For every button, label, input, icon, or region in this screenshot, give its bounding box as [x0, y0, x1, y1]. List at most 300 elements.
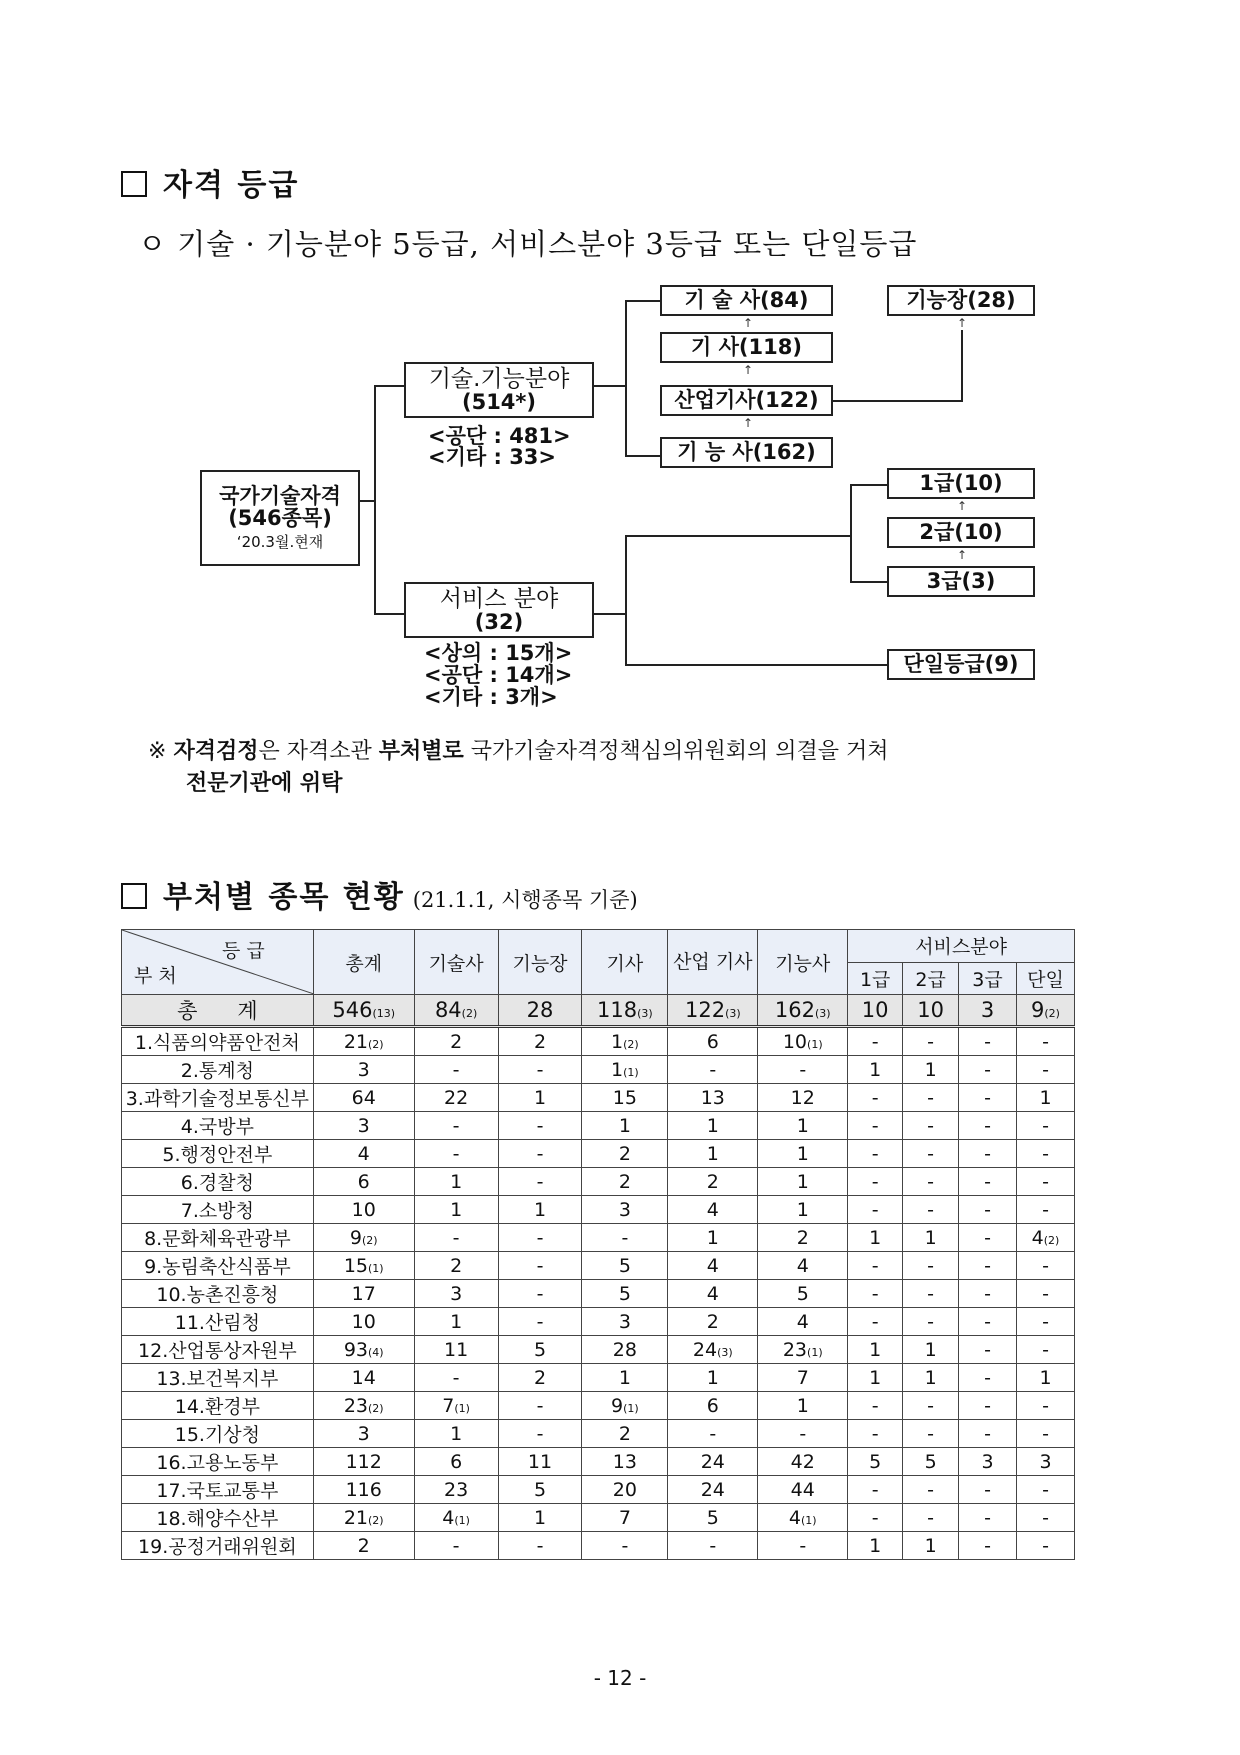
- table-cell: [414, 1476, 498, 1504]
- table-cell: [848, 1392, 903, 1420]
- table-cell: [668, 1364, 758, 1392]
- table-row: [122, 1252, 1075, 1280]
- table-cell: [668, 1420, 758, 1448]
- department-name: 13.보건복지부: [122, 1364, 314, 1392]
- table-cell: [582, 1504, 668, 1532]
- cell-value: 5: [796, 1282, 809, 1305]
- total-cell: [414, 995, 498, 1027]
- table-cell: [582, 1027, 668, 1056]
- table-cell: [1016, 1140, 1074, 1168]
- table-cell: [414, 1392, 498, 1420]
- table-cell: [668, 1504, 758, 1532]
- header-engineer: 기사: [582, 930, 668, 995]
- section-heading-departments: [121, 872, 638, 916]
- table-cell: [1016, 1336, 1074, 1364]
- cell-value: 10: [861, 998, 889, 1022]
- cell-value: 3: [981, 1450, 994, 1473]
- table-cell: [758, 1140, 848, 1168]
- cell-value: 2: [357, 1534, 370, 1557]
- cell-note: (1): [800, 1513, 817, 1527]
- cell-note: (1): [623, 1401, 639, 1415]
- table-cell: [1016, 1532, 1074, 1560]
- cell-value: 9: [611, 1394, 624, 1417]
- root-label: 국가기술자격: [219, 484, 341, 509]
- table-cell: [959, 1168, 1017, 1196]
- cell-value: -: [536, 1142, 544, 1165]
- table-cell: [582, 1392, 668, 1420]
- cell-value: -: [1042, 1142, 1049, 1165]
- department-name: 7.소방청: [122, 1196, 314, 1224]
- cell-value: 14: [351, 1366, 376, 1389]
- total-row: [122, 995, 1075, 1027]
- cell-value: 3: [357, 1422, 370, 1445]
- table-cell: [498, 1532, 582, 1560]
- cell-value: -: [927, 1114, 935, 1137]
- cell-value: -: [799, 1422, 807, 1445]
- tech-label: 기술.기능분야: [428, 365, 570, 392]
- cell-value: 1: [869, 1226, 882, 1249]
- table-cell: [1016, 1056, 1074, 1084]
- table-row: [122, 1364, 1075, 1392]
- cell-value: -: [871, 1394, 879, 1417]
- header-service-single: 단일: [1016, 962, 1074, 995]
- table-cell: [758, 1504, 848, 1532]
- cell-value: -: [871, 1422, 879, 1445]
- cell-note: (2): [623, 1037, 639, 1051]
- table-cell: [313, 1364, 414, 1392]
- cell-value: 3: [357, 1058, 370, 1081]
- header-total: 총계: [313, 930, 414, 995]
- cell-note: (2): [461, 1007, 478, 1020]
- department-table: [121, 929, 1075, 1560]
- table-cell: [848, 1027, 903, 1056]
- table-row: [122, 1532, 1075, 1560]
- table-cell: [848, 1140, 903, 1168]
- cell-value: -: [536, 1226, 544, 1249]
- table-cell: [668, 1280, 758, 1308]
- cell-value: 1: [611, 1030, 624, 1053]
- cell-note: (1): [807, 1345, 823, 1359]
- cell-value: -: [927, 1422, 935, 1445]
- table-cell: [414, 1140, 498, 1168]
- cell-value: 4: [788, 1506, 801, 1529]
- table-cell: [313, 1140, 414, 1168]
- cell-value: -: [1042, 1114, 1049, 1137]
- table-cell: [582, 1252, 668, 1280]
- cell-note: (2): [368, 1037, 384, 1051]
- cell-value: 1: [618, 1114, 631, 1137]
- cell-value: -: [984, 1030, 991, 1053]
- cell-value: -: [536, 1254, 544, 1277]
- cell-value: -: [984, 1282, 991, 1305]
- cell-value: 7: [796, 1366, 809, 1389]
- table-cell: [1016, 1027, 1074, 1056]
- cell-value: 2: [450, 1254, 463, 1277]
- cell-value: 2: [533, 1366, 547, 1389]
- department-name: 6.경찰청: [122, 1168, 314, 1196]
- cell-value: -: [452, 1226, 460, 1249]
- note-text-1: 은 자격소관: [258, 739, 372, 764]
- cell-value: 3: [618, 1310, 631, 1333]
- table-cell: [959, 1336, 1017, 1364]
- delegation-note: [148, 736, 1048, 800]
- table-cell: [498, 1252, 582, 1280]
- table-cell: [848, 1504, 903, 1532]
- cell-value: -: [871, 1310, 879, 1333]
- cell-value: -: [1042, 1394, 1049, 1417]
- cell-value: 15: [612, 1086, 637, 1109]
- table-cell: [582, 1196, 668, 1224]
- table-cell: [668, 1027, 758, 1056]
- cell-value: -: [1042, 1506, 1049, 1529]
- cell-value: 1: [706, 1142, 719, 1165]
- cell-value: 2: [533, 1030, 547, 1053]
- table-cell: [903, 1027, 959, 1056]
- cell-value: 15: [343, 1254, 368, 1277]
- cell-value: 3: [450, 1282, 463, 1305]
- table-cell: [758, 1420, 848, 1448]
- grade-summary-bullet: ㅇ 기술 · 기능분야 5등급, 서비스분야 3등급 또는 단일등급: [138, 227, 918, 261]
- cell-value: -: [984, 1086, 991, 1109]
- table-cell: [668, 1084, 758, 1112]
- table-cell: [848, 1476, 903, 1504]
- cell-note: (2): [368, 1513, 384, 1527]
- table-cell: [848, 1280, 903, 1308]
- cell-value: 1: [796, 1198, 809, 1221]
- cell-value: 1: [869, 1338, 882, 1361]
- cell-value: -: [927, 1170, 935, 1193]
- table-cell: [848, 1196, 903, 1224]
- table-cell: [313, 1168, 414, 1196]
- table-cell: [1016, 1280, 1074, 1308]
- cell-value: 546: [332, 998, 373, 1022]
- cell-note: (3): [717, 1345, 733, 1359]
- cell-value: 1: [618, 1366, 631, 1389]
- cell-value: 4: [706, 1282, 719, 1305]
- table-cell: [414, 1364, 498, 1392]
- table-cell: [959, 1224, 1017, 1252]
- arrow-up-icon: ↑: [957, 499, 968, 513]
- cell-value: 1: [869, 1058, 882, 1081]
- table-cell: [582, 1084, 668, 1112]
- table-cell: [959, 1504, 1017, 1532]
- table-cell: [959, 1476, 1017, 1504]
- cell-value: 23: [444, 1478, 469, 1501]
- table-cell: [313, 1392, 414, 1420]
- cell-value: -: [621, 1534, 629, 1557]
- cell-value: -: [1042, 1058, 1049, 1081]
- department-name: 17.국토교통부: [122, 1476, 314, 1504]
- cell-value: -: [927, 1478, 935, 1501]
- table-cell: [313, 1448, 414, 1476]
- cell-note: (2): [361, 1233, 378, 1247]
- cell-value: -: [984, 1394, 991, 1417]
- table-cell: [959, 1140, 1017, 1168]
- section-title: 자격 등급: [163, 168, 300, 203]
- table-cell: [903, 1364, 959, 1392]
- department-name: 9.농림축산식품부: [122, 1252, 314, 1280]
- table-cell: [498, 1392, 582, 1420]
- table-row: [122, 1392, 1075, 1420]
- table-cell: [313, 1196, 414, 1224]
- table-cell: [1016, 1112, 1074, 1140]
- department-name: 16.고용노동부: [122, 1448, 314, 1476]
- cell-value: 4: [442, 1506, 455, 1529]
- table-cell: [758, 1280, 848, 1308]
- cell-value: 93: [343, 1338, 368, 1361]
- cell-value: -: [927, 1310, 935, 1333]
- service-note-2: <공단 : 14개>: [424, 663, 573, 687]
- table-cell: [582, 1140, 668, 1168]
- table-cell: [758, 1448, 848, 1476]
- grade-single: 단일등급(9): [887, 649, 1035, 680]
- table-cell: [903, 1112, 959, 1140]
- table-cell: [903, 1140, 959, 1168]
- cell-value: 4: [796, 1254, 809, 1277]
- table-cell: [1016, 1308, 1074, 1336]
- cell-value: 1: [450, 1422, 463, 1445]
- cell-value: -: [927, 1198, 935, 1221]
- cell-value: -: [1042, 1310, 1049, 1333]
- cell-value: -: [871, 1030, 879, 1053]
- cell-value: -: [452, 1366, 460, 1389]
- department-name: 3.과학기술정보통신부: [122, 1084, 314, 1112]
- cell-value: -: [871, 1506, 879, 1529]
- cell-value: 2: [618, 1422, 631, 1445]
- table-cell: [1016, 1196, 1074, 1224]
- grade-engineer-master: 기 술 사(84): [660, 285, 833, 316]
- table-cell: [414, 1252, 498, 1280]
- table-cell: [848, 1224, 903, 1252]
- cell-value: 17: [351, 1282, 376, 1305]
- table-cell: [848, 1364, 903, 1392]
- department-name: 1.식품의약품안전처: [122, 1027, 314, 1056]
- cell-value: 5: [533, 1478, 547, 1501]
- header-master-craftsman: 기능장: [498, 930, 582, 995]
- table-cell: [848, 1112, 903, 1140]
- total-cell: [668, 995, 758, 1027]
- table-row: [122, 1476, 1075, 1504]
- cell-value: 12: [790, 1086, 815, 1109]
- cell-value: 9: [349, 1226, 362, 1249]
- note-bold-1: 자격검정: [173, 739, 259, 764]
- cell-value: -: [536, 1282, 544, 1305]
- cell-value: -: [927, 1394, 935, 1417]
- table-cell: [959, 1112, 1017, 1140]
- cell-value: 2: [618, 1142, 631, 1165]
- table-cell: [903, 1280, 959, 1308]
- table-cell: [959, 1364, 1017, 1392]
- tech-count: (514*): [461, 390, 536, 415]
- table-row: [122, 1448, 1075, 1476]
- cell-value: 10: [782, 1030, 808, 1053]
- cell-value: -: [1042, 1170, 1049, 1193]
- cell-value: -: [984, 1338, 991, 1361]
- cell-value: -: [799, 1534, 807, 1557]
- cell-value: -: [984, 1058, 991, 1081]
- department-name: 10.농촌진흥청: [122, 1280, 314, 1308]
- table-cell: [582, 1476, 668, 1504]
- cell-value: -: [709, 1422, 717, 1445]
- cell-value: 4: [357, 1142, 370, 1165]
- table-cell: [903, 1336, 959, 1364]
- cell-value: 1: [796, 1142, 809, 1165]
- cell-note: (13): [372, 1007, 396, 1020]
- table-cell: [668, 1252, 758, 1280]
- cell-value: 1: [706, 1366, 719, 1389]
- root-count: (546종목): [228, 506, 332, 531]
- cell-value: 1: [869, 1366, 882, 1389]
- cell-value: 5: [924, 1450, 937, 1473]
- cell-value: 1: [924, 1058, 937, 1081]
- cell-value: 3: [980, 998, 995, 1022]
- cell-value: 1: [450, 1198, 463, 1221]
- cell-note: (1): [623, 1065, 639, 1079]
- table-cell: [313, 1476, 414, 1504]
- cell-value: -: [984, 1198, 991, 1221]
- cell-value: 1: [869, 1534, 882, 1557]
- service-notes: [424, 642, 572, 708]
- table-cell: [582, 1112, 668, 1140]
- tech-notes: [428, 426, 571, 468]
- cell-value: -: [927, 1086, 935, 1109]
- grade-service-3: 3급(3): [887, 566, 1035, 597]
- cell-value: 5: [618, 1282, 631, 1305]
- header-service-2: 2급: [903, 962, 959, 995]
- table-cell: [903, 1308, 959, 1336]
- section-heading-grades: [121, 160, 299, 204]
- total-cell: [313, 995, 414, 1027]
- note-bold-2: 부처별로: [378, 739, 464, 764]
- cell-value: 1: [924, 1534, 937, 1557]
- cell-value: 1: [924, 1338, 937, 1361]
- table-cell: [959, 1308, 1017, 1336]
- total-cell: [959, 995, 1017, 1027]
- cell-note: (3): [637, 1007, 653, 1020]
- table-cell: [668, 1140, 758, 1168]
- cell-value: 23: [343, 1394, 368, 1417]
- table-cell: [903, 1168, 959, 1196]
- corner-dept: 부 처: [134, 965, 177, 987]
- cell-value: 7: [442, 1394, 455, 1417]
- cell-value: -: [984, 1506, 991, 1529]
- table-cell: [758, 1027, 848, 1056]
- table-row: [122, 1224, 1075, 1252]
- department-name: 14.환경부: [122, 1392, 314, 1420]
- cell-value: 5: [533, 1338, 547, 1361]
- table-cell: [959, 1196, 1017, 1224]
- table-cell: [758, 1336, 848, 1364]
- table-cell: [1016, 1448, 1074, 1476]
- service-field-node: [404, 582, 594, 638]
- cell-value: 1: [796, 1170, 809, 1193]
- cell-value: 4: [1031, 1226, 1044, 1249]
- cell-value: 1: [924, 1226, 937, 1249]
- note-mark: ※: [148, 739, 167, 764]
- header-craftsman: 기능사: [758, 930, 848, 995]
- header-industrial-engineer: 산업 기사: [668, 930, 758, 995]
- arrow-up-icon: ↑: [743, 416, 754, 430]
- cell-note: (3): [814, 1007, 831, 1020]
- table-cell: [414, 1027, 498, 1056]
- table-cell: [1016, 1420, 1074, 1448]
- cell-value: -: [536, 1114, 544, 1137]
- table-cell: [582, 1168, 668, 1196]
- cell-value: 3: [357, 1114, 370, 1137]
- cell-value: -: [1042, 1198, 1049, 1221]
- table-row: [122, 1308, 1075, 1336]
- service-label: 서비스 분야: [439, 585, 559, 612]
- table-cell: [582, 1448, 668, 1476]
- table-cell: [903, 1084, 959, 1112]
- cell-value: -: [709, 1058, 717, 1081]
- page-number: - 12 -: [593, 1666, 647, 1690]
- total-cell: [903, 995, 959, 1027]
- corner-header: [122, 930, 314, 995]
- table-cell: [959, 1027, 1017, 1056]
- cell-value: 20: [612, 1478, 637, 1501]
- table-cell: [758, 1532, 848, 1560]
- table-cell: [313, 1308, 414, 1336]
- cell-value: -: [984, 1422, 991, 1445]
- cell-value: -: [927, 1142, 935, 1165]
- table-cell: [498, 1112, 582, 1140]
- table-cell: [668, 1056, 758, 1084]
- cell-value: -: [871, 1478, 879, 1501]
- section2-title: 부처별 종목 현황: [163, 880, 405, 915]
- cell-value: 4: [706, 1254, 719, 1277]
- table-cell: [582, 1364, 668, 1392]
- table-cell: [313, 1252, 414, 1280]
- table-cell: [498, 1084, 582, 1112]
- square-bullet-icon: [121, 883, 147, 909]
- cell-value: -: [452, 1114, 460, 1137]
- table-cell: [414, 1084, 498, 1112]
- cell-value: 10: [917, 998, 944, 1022]
- section2-subtitle: (21.1.1, 시행종목 기준): [412, 888, 638, 912]
- cell-value: 2: [706, 1310, 719, 1333]
- table-cell: [414, 1224, 498, 1252]
- grade-engineer: 기 사(118): [660, 332, 833, 363]
- cell-value: 10: [351, 1198, 376, 1221]
- table-cell: [582, 1336, 668, 1364]
- cell-value: 1: [706, 1226, 719, 1249]
- table-cell: [414, 1168, 498, 1196]
- cell-value: -: [871, 1086, 879, 1109]
- table-cell: [414, 1056, 498, 1084]
- cell-value: 4: [706, 1198, 719, 1221]
- table-row: [122, 1336, 1075, 1364]
- table-cell: [313, 1056, 414, 1084]
- table-cell: [903, 1056, 959, 1084]
- cell-value: 6: [357, 1170, 370, 1193]
- cell-value: 116: [345, 1478, 382, 1501]
- table-cell: [1016, 1168, 1074, 1196]
- table-cell: [758, 1196, 848, 1224]
- arrow-up-icon: ↑: [743, 316, 754, 330]
- table-cell: [498, 1420, 582, 1448]
- cell-value: -: [984, 1310, 991, 1333]
- total-cell: [848, 995, 903, 1027]
- department-name: 18.해양수산부: [122, 1504, 314, 1532]
- table-cell: [1016, 1504, 1074, 1532]
- table-row: [122, 1027, 1075, 1056]
- table-cell: [959, 1448, 1017, 1476]
- table-cell: [903, 1224, 959, 1252]
- cell-value: 1: [1039, 1366, 1052, 1389]
- table-row: [122, 1168, 1075, 1196]
- service-count: (32): [474, 610, 524, 635]
